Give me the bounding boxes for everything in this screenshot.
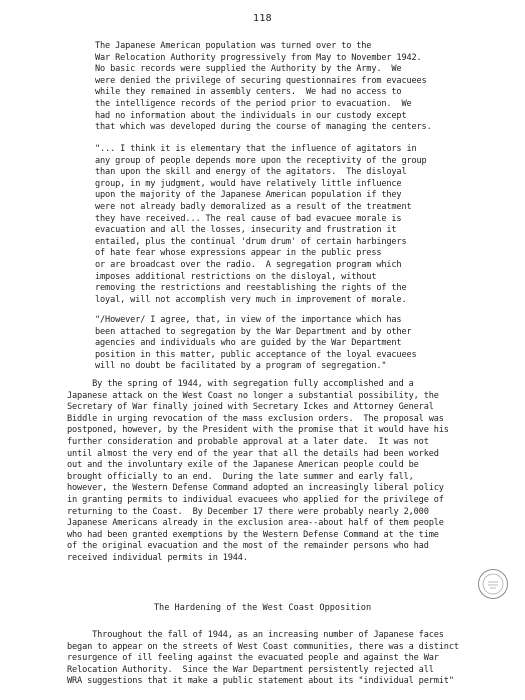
text-line: War Relocation Authority progressively from May to November 1942. (95, 52, 422, 63)
text-line: in granting permits to individual evacuees who applied for the privilege of (67, 494, 444, 505)
text-line: The Japanese American population was turned over to the (95, 41, 372, 51)
text-line: postponed, however, by the President with the promise that it would have his (67, 425, 449, 436)
text-line: "... I think it is elementary that the influence of agitators in (95, 144, 417, 154)
text-line: Relocation Authority. Since the War Department persistently rejected all (67, 664, 434, 675)
text-line: will no doubt be facilitated by a program of segregation." (95, 361, 387, 372)
section-heading: The Hardening of the West Coast Opposition (153, 603, 372, 613)
text-line: they have received... The real cause of bad evacuee morale is (95, 213, 402, 224)
text-line: group, in my judgment, would have relatively little influence (95, 178, 402, 189)
text-line: who had been granted exemptions by the Western Defense Command at the time (67, 529, 439, 540)
text-line: imposes additional restrictions on the disloyal, without (95, 271, 377, 282)
text-line: any group of people depends more upon the receptivity of the group (95, 155, 427, 166)
text-line: By the spring of 1944, with segregation fully accomplished and a (67, 379, 414, 389)
text-line: been attached to segregation by the War Department and by other (95, 326, 412, 337)
text-line: entailed, plus the continual 'drum drum' of certain harbingers (95, 236, 407, 247)
paragraph-spring-1944 (67, 379, 512, 565)
text-line: that which was developed during the course of managing the centers. (95, 122, 432, 133)
text-line: began to appear on the streets of West Coast communities, there was a distinct (67, 641, 459, 652)
text-line: were denied the privilege of securing questionnaires from evacuees (95, 75, 427, 86)
text-line: than upon the skill and energy of the agitators. The disloyal (95, 167, 407, 178)
text-line: of hate fear whose expressions appear in the public press (95, 248, 382, 259)
text-line: removing the restrictions and reestablishing the rights of the (95, 283, 407, 294)
text-line: No basic records were supplied the Authority by the Army. We (95, 64, 402, 75)
text-line: returning to the Coast. By December 17 there were probably nearly 2,000 (67, 506, 429, 517)
text-line: brought officially to an end. During the late summer and early fall, (67, 471, 414, 482)
text-line: of the original evacuation and the most of the remainder persons who had (67, 541, 429, 552)
text-line: position in this matter, public acceptance of the loyal evacuees (95, 349, 417, 360)
text-line: WRA suggestions that it make a public statement about its "individual permit" (67, 676, 454, 687)
text-line: until almost the very end of the year that all the details had been worked (67, 448, 439, 459)
text-line: upon the majority of the Japanese American population if they (95, 190, 402, 201)
text-line: resurgence of ill feeling against the evacuated people and against the War (67, 653, 439, 664)
text-line: evacuation and all the losses, insecurity and frustration it (95, 225, 397, 236)
text-line: loyal, will not accomplish very much in improvement of morale. (95, 294, 407, 305)
text-line: further consideration and probable approval at a later date. It was not (67, 436, 429, 447)
text-line: were not already badly demoralized as a result of the treatment (95, 201, 412, 212)
quote-paragraph-agitators (95, 144, 495, 306)
text-line: the intelligence records of the period prior to evacuation. We (95, 98, 412, 109)
paragraph-fall-1944 (67, 630, 512, 688)
archive-stamp-icon (477, 568, 509, 600)
text-line: while they remained in assembly centers. We had no access to (95, 87, 402, 98)
text-line: Throughout the fall of 1944, as an increasing number of Japanese faces (67, 630, 444, 640)
quote-paragraph-segregation (95, 315, 495, 373)
text-line: Japanese Americans already in the exclusion area--about half of them people (67, 518, 444, 529)
text-line: Secretary of War finally joined with Secretary Ickes and Attorney General (67, 402, 434, 413)
text-line: had no information about the individuals in our custody except (95, 110, 407, 121)
text-line: "/However/ I agree, that, in view of the importance which has (95, 315, 402, 325)
page-number: 118 (253, 13, 272, 24)
paragraph-wra-records (95, 41, 495, 134)
text-line: Biddle in urging revocation of the mass exclusion orders. The proposal was (67, 413, 444, 424)
text-line: agencies and individuals who are guided by the War Department (95, 338, 402, 349)
text-line: received individual permits in 1944. (67, 552, 248, 563)
text-line: however, the Western Defense Command adopted an increasingly liberal policy (67, 483, 444, 494)
text-line: Japanese attack on the West Coast no longer a substantial possibility, the (67, 390, 439, 401)
text-line: out and the involuntary exile of the Japanese American people could be (67, 460, 419, 471)
text-line: or are broadcast over the radio. A segregation program which (95, 259, 402, 270)
